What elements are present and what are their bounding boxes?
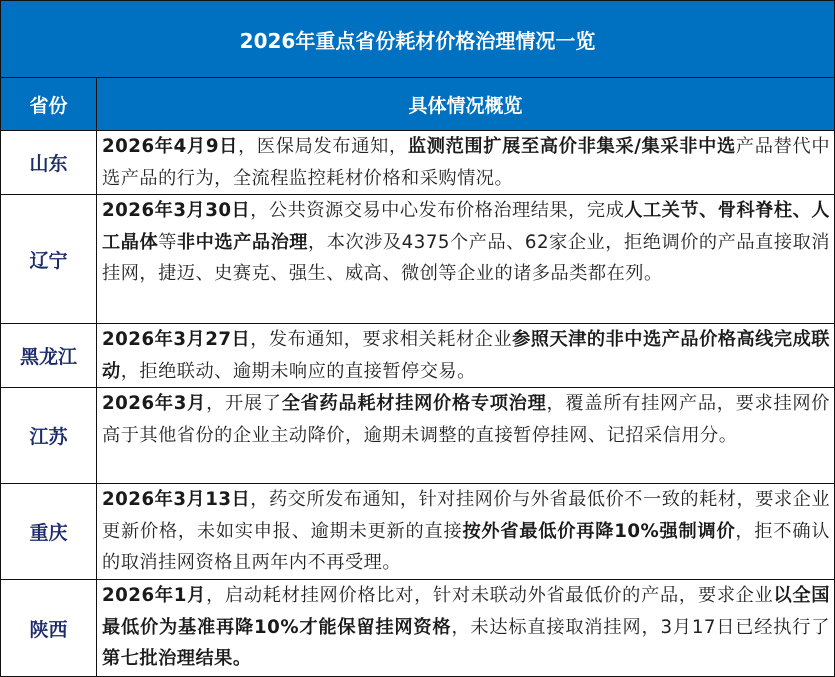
header-row: [1, 78, 835, 131]
overview-cell: [97, 131, 835, 195]
overview-cell: [97, 195, 835, 324]
body-text: ，覆盖所有挂网产品，要求挂网价高于其他省份的企业主动降价，逾期未调整的直接暂停挂网、记招采信用分。: [102, 393, 830, 446]
overview-cell: [97, 324, 835, 388]
overview-cell: [97, 484, 835, 580]
table-row: [1, 388, 835, 484]
highlight-text: 2026年1月: [102, 585, 207, 606]
title-row: [1, 1, 835, 78]
table-row: [1, 131, 835, 195]
highlight-text: 非中选产品治理: [176, 231, 309, 253]
body-text: ，本次涉及4375个产品、62家企业，拒绝调价的产品直接取消挂网，捷迈、史赛克、强生、威高、微创等企业的诸多品类都在列。: [102, 231, 830, 284]
highlight-text: 以全国最低价为基准再降10%才能保留挂网资格: [102, 585, 830, 638]
overview-cell: [97, 388, 835, 484]
highlight-text: 全省药品耗材挂网价格专项治理: [281, 393, 547, 414]
highlight-text: 人工关节、骨科脊柱、人工晶体: [102, 200, 830, 253]
province-cell: 山东: [1, 131, 97, 195]
province-cell: 江苏: [1, 388, 97, 484]
body-text: ，拒不确认的取消挂网资格且两年内不再受理。: [102, 520, 830, 573]
highlight-text: 按外省最低价再降10%强制调价: [462, 520, 736, 542]
table-title: 2026年重点省份耗材价格治理情况一览: [1, 1, 835, 78]
province-cell: 陕西: [1, 580, 97, 677]
table-row: [1, 580, 835, 677]
body-text: ，未达标直接取消挂网，3月17日已经执行了: [451, 616, 830, 638]
body-text: ，开展了: [206, 393, 282, 414]
table-row: [1, 324, 835, 388]
column-header-overview: 具体情况概览: [97, 78, 835, 131]
table-row: [1, 484, 835, 580]
province-cell: 重庆: [1, 484, 97, 580]
highlight-text: 2026年3月27日: [102, 329, 251, 350]
body-text: ，公共资源交易中心发布价格治理结果，完成: [250, 200, 625, 221]
overview-cell: [97, 580, 835, 677]
highlight-text: 2026年3月13日: [102, 489, 251, 510]
province-cell: 辽宁: [1, 195, 97, 324]
highlight-text: 监测范围扩展至高价非集采/集采非中选: [407, 136, 736, 157]
body-text: ，药交所发布通知，针对挂网价与外省最低价不一致的耗材，要求企业更新价格，未如实申报、逾期未更新的直接: [102, 489, 831, 542]
table-row: [1, 195, 835, 324]
highlight-text: 参照天津的非中选产品价格高线完成联动: [102, 329, 830, 382]
highlight-text: 第七批治理结果。: [102, 648, 252, 669]
highlight-text: 2026年3月: [102, 393, 207, 414]
body-text: ，拒绝联动、逾期未响应的直接暂停交易。: [120, 360, 476, 382]
body-text: ，医保局发布通知，: [238, 136, 408, 157]
body-text: ，启动耗材挂网价格比对，针对未联动外省最低价的产品，要求企业: [206, 585, 774, 606]
body-text: ，发布通知，要求相关耗材企业: [250, 329, 513, 350]
highlight-text: 2026年3月30日: [102, 200, 251, 221]
column-header-province: 省份: [1, 78, 97, 131]
table-body: [1, 131, 835, 677]
body-text: 等: [158, 231, 177, 253]
body-text: 产品替代中选产品的行为，全流程监控耗材价格和采购情况。: [102, 136, 831, 189]
province-cell: 黑龙江: [1, 324, 97, 388]
highlight-text: 2026年4月9日: [102, 136, 239, 157]
